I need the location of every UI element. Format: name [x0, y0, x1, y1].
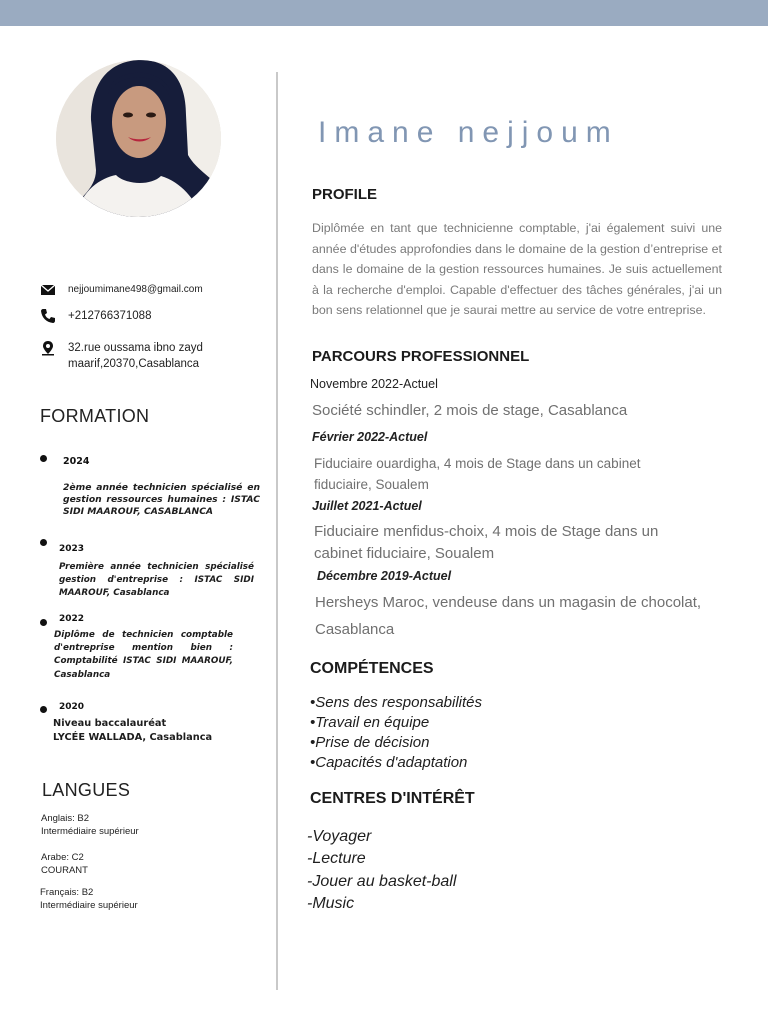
list-item: -Music — [307, 894, 355, 912]
competences-list — [310, 693, 482, 773]
email-text[interactable]: nejjoumimane498@gmail.com — [68, 284, 203, 295]
language-level: Intermédiaire supérieur — [41, 826, 139, 837]
job-desc: Société schindler, 2 mois de stage, Casablanca — [312, 402, 628, 419]
profile-photo — [56, 60, 221, 217]
contact-address — [40, 340, 203, 372]
job-desc: Fiduciaire ouardigha, 4 mois de Stage dans un cabinet fiduciaire, Soualem — [314, 456, 641, 492]
interets-list — [307, 826, 456, 915]
column-divider — [276, 72, 278, 990]
formation-desc: Première année technicien spécialisé gestion d'entreprise : ISTAC SIDI MAAROUF, Casablanca — [59, 562, 254, 599]
job-date: Novembre 2022-Actuel — [310, 377, 438, 391]
address-line2: maarif,20370,Casablanca — [68, 358, 200, 370]
profile-text: Diplômée en tant que technicienne comptable, j'ai également suivi une année d'études approfondies dans le domaine de la gestion d’entreprise et dans le domaine de la gestion ressources humaines. Je suis actuellement à la recherche d'emploi. Capable d'effectuer des tâches générales, j'ai un bon sens relationnel que je saurai mettre au service de votre entreprise. — [312, 221, 722, 317]
language-level: Intermédiaire supérieur — [40, 900, 138, 911]
candidate-name: Imane nejjoum — [318, 116, 619, 149]
location-pin-icon — [40, 340, 56, 356]
job-date: Juillet 2021-Actuel — [312, 499, 422, 513]
langues-heading: LANGUES — [42, 780, 131, 800]
bullet-dot — [40, 619, 47, 626]
language-name: Français: B2 — [40, 887, 94, 898]
list-item: •Travail en équipe — [310, 714, 430, 731]
contact-email — [40, 282, 203, 298]
formation-heading: FORMATION — [40, 406, 150, 426]
language-item — [41, 812, 139, 838]
formation-year: 2023 — [59, 544, 85, 554]
language-name: Arabe: C2 — [41, 852, 84, 863]
formation-desc-line1: Niveau baccalauréat — [53, 718, 167, 729]
language-name: Anglais: B2 — [41, 813, 90, 824]
formation-desc-line2: LYCÉE WALLADA, Casablanca — [53, 732, 213, 743]
job-date: Février 2022-Actuel — [312, 430, 428, 444]
language-item — [41, 851, 88, 877]
list-item: -Voyager — [307, 828, 372, 845]
formation-desc: Diplôme de technicien comptable d'entreprise mention bien : Comptabilité ISTAC SIDI MAAROUF, Casablanca — [54, 630, 233, 680]
profile-heading: PROFILE — [312, 186, 378, 203]
job-desc: Fiduciaire menfidus-choix, 4 mois de Stage dans un cabinet fiduciaire, Soualem — [314, 523, 659, 562]
phone-text: +212766371088 — [68, 310, 152, 322]
bullet-dot — [40, 539, 47, 546]
envelope-icon — [40, 282, 56, 298]
list-item: •Sens des responsabilités — [310, 694, 483, 711]
language-item — [40, 886, 138, 912]
formation-year: 2024 — [63, 456, 90, 467]
parcours-heading: PARCOURS PROFESSIONNEL — [312, 348, 530, 365]
list-item: •Capacités d'adaptation — [310, 754, 468, 771]
bullet-dot — [40, 706, 47, 713]
address-line1: 32.rue oussama ibno zayd — [68, 342, 203, 354]
contact-phone — [40, 308, 151, 324]
bullet-dot — [40, 455, 47, 462]
competences-heading: COMPÉTENCES — [310, 660, 434, 677]
top-banner — [0, 0, 768, 26]
formation-year: 2022 — [59, 614, 85, 624]
phone-icon — [40, 308, 56, 324]
job-desc: Hersheys Maroc, vendeuse dans un magasin de chocolat, Casablanca — [315, 594, 702, 638]
list-item: •Prise de décision — [310, 734, 430, 751]
formation-desc: 2ème année technicien spécialisé en gestion ressources humaines : ISTAC SIDI MAAROUF, CASABLANCA — [63, 482, 260, 517]
list-item: -Lecture — [307, 850, 366, 868]
job-date: Décembre 2019-Actuel — [317, 569, 452, 583]
list-item: -Jouer au basket-ball — [307, 872, 457, 890]
interets-heading: CENTRES D'INTÉRÊT — [310, 790, 475, 807]
address-text — [68, 340, 203, 372]
language-level: COURANT — [41, 865, 88, 876]
formation-year: 2020 — [59, 702, 85, 712]
formation-desc — [53, 717, 253, 745]
